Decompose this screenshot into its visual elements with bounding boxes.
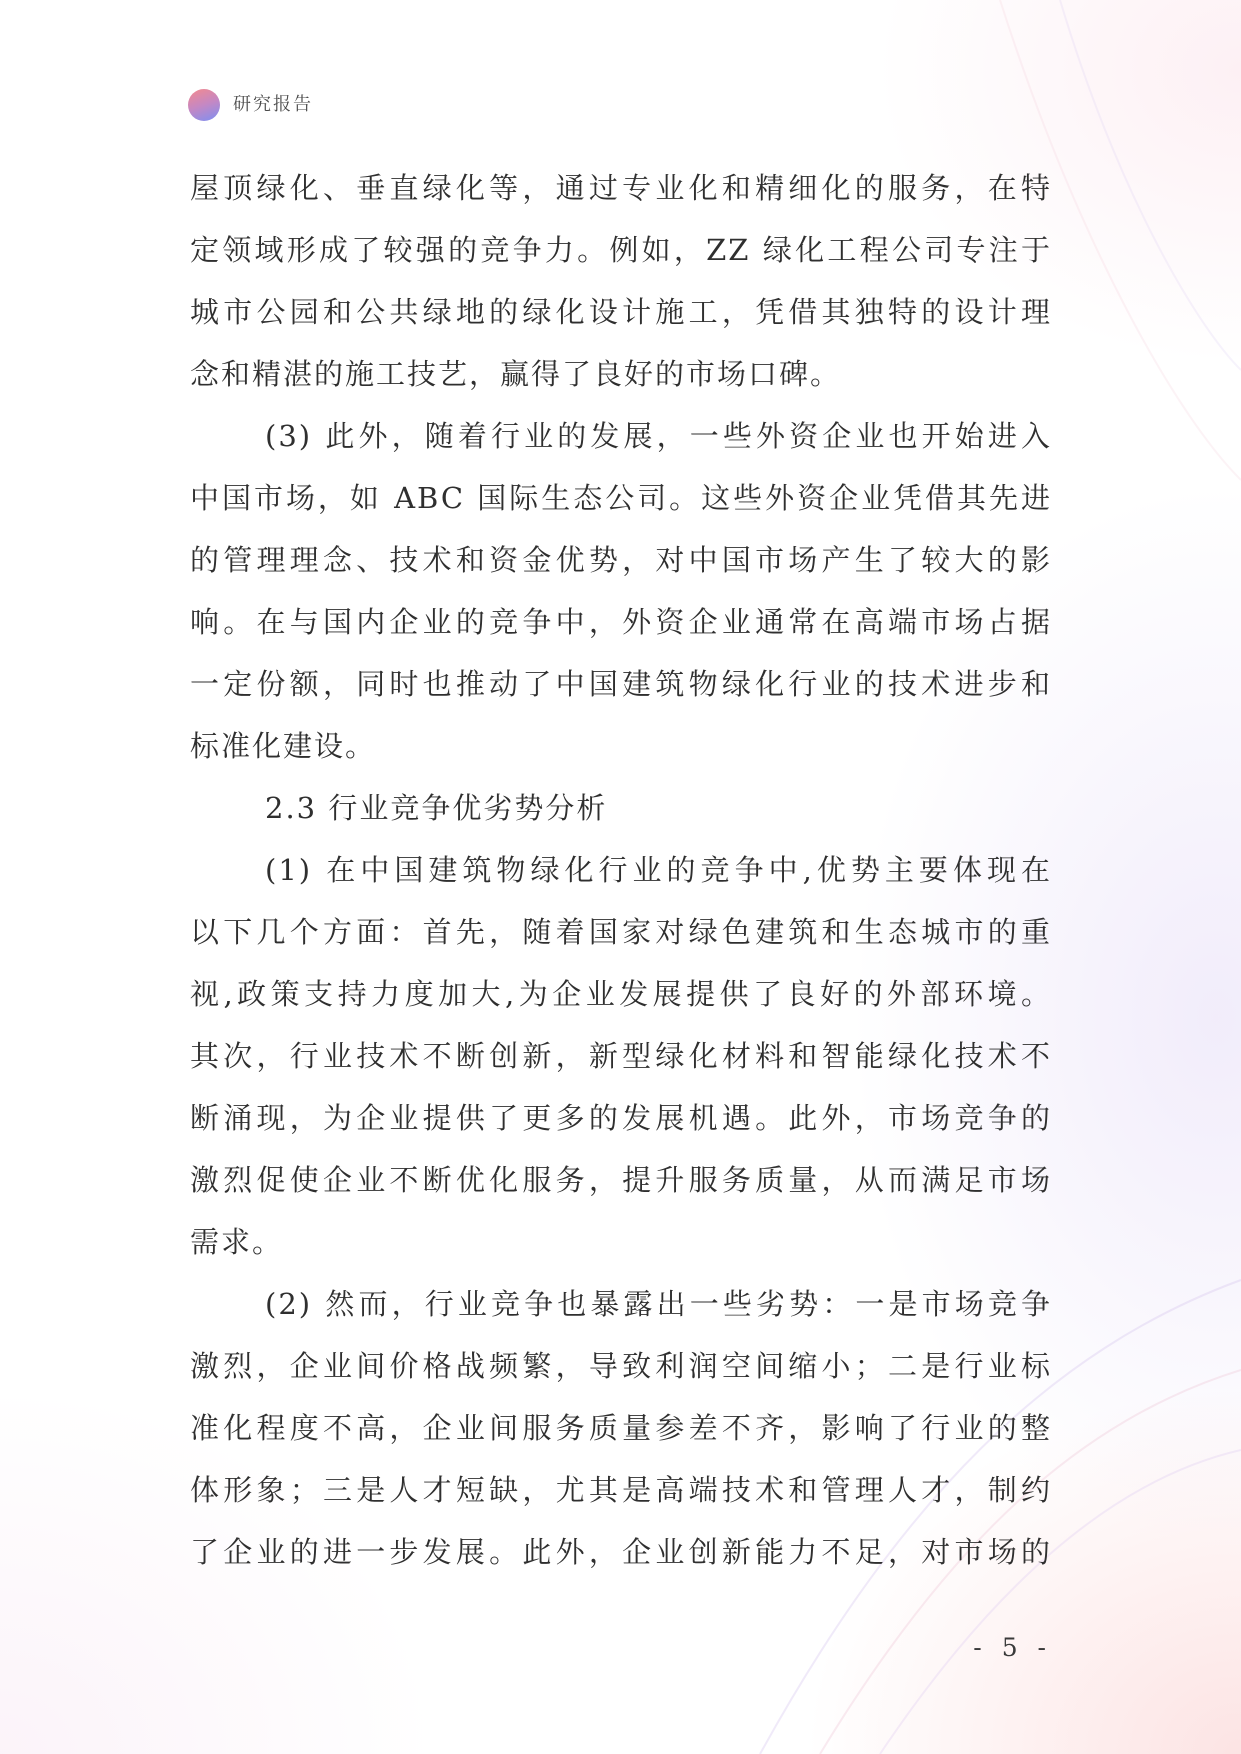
header-title: 研究报告	[233, 94, 313, 115]
text-line: 体形象；三是人才短缺，尤其是高端技术和管理人才，制约	[190, 1473, 1052, 1507]
text-line: 激烈，企业间价格战频繁，导致利润空间缩小；二是行业标	[190, 1349, 1052, 1383]
text-line: 了企业的进一步发展。此外，企业创新能力不足，对市场的	[190, 1535, 1052, 1569]
paragraph	[190, 839, 1052, 1273]
section-heading: 2.3 行业竞争优劣势分析	[265, 791, 608, 825]
text-line: 一定份额，同时也推动了中国建筑物绿化行业的技术进步和	[190, 667, 1052, 701]
paragraph	[190, 157, 1052, 405]
text-line: 其次，行业技术不断创新，新型绿化材料和智能绿化技术不	[190, 1039, 1052, 1073]
report-header	[188, 89, 313, 121]
text-line: 断涌现，为企业提供了更多的发展机遇。此外，市场竞争的	[190, 1101, 1052, 1135]
text-line: 视,政策支持力度加大,为企业发展提供了良好的外部环境。	[190, 977, 1052, 1011]
text-line: 需求。	[190, 1225, 284, 1259]
text-line: 念和精湛的施工技艺，赢得了良好的市场口碑。	[190, 357, 842, 391]
text-line: 的管理理念、技术和资金优势，对中国市场产生了较大的影	[190, 543, 1052, 577]
text-line: 以下几个方面：首先，随着国家对绿色建筑和生态城市的重	[190, 915, 1052, 949]
text-line: 准化程度不高，企业间服务质量参差不齐，影响了行业的整	[190, 1411, 1052, 1445]
text-line: 激烈促使企业不断优化服务，提升服务质量，从而满足市场	[190, 1163, 1052, 1197]
text-line: 响。在与国内企业的竞争中，外资企业通常在高端市场占据	[190, 605, 1052, 639]
paragraph	[190, 1273, 1052, 1583]
text-line: 中国市场，如 ABC 国际生态公司。这些外资企业凭借其先进	[190, 481, 1052, 515]
text-line: 城市公园和公共绿地的绿化设计施工，凭借其独特的设计理	[190, 295, 1052, 329]
text-line: 定领域形成了较强的竞争力。例如，ZZ 绿化工程公司专注于	[190, 233, 1052, 267]
document-body	[190, 157, 1052, 1583]
header-logo-dot-icon	[188, 89, 220, 121]
page-number: - 5 -	[973, 1633, 1052, 1662]
text-line: 屋顶绿化、垂直绿化等，通过专业化和精细化的服务，在特	[190, 171, 1052, 205]
text-line: (1) 在中国建筑物绿化行业的竞争中,优势主要体现在	[265, 853, 1052, 887]
paragraph	[190, 405, 1052, 777]
text-line: (3) 此外，随着行业的发展，一些外资企业也开始进入	[265, 419, 1052, 453]
text-line: 标准化建设。	[190, 729, 377, 763]
text-line: (2) 然而，行业竞争也暴露出一些劣势：一是市场竞争	[265, 1287, 1052, 1321]
